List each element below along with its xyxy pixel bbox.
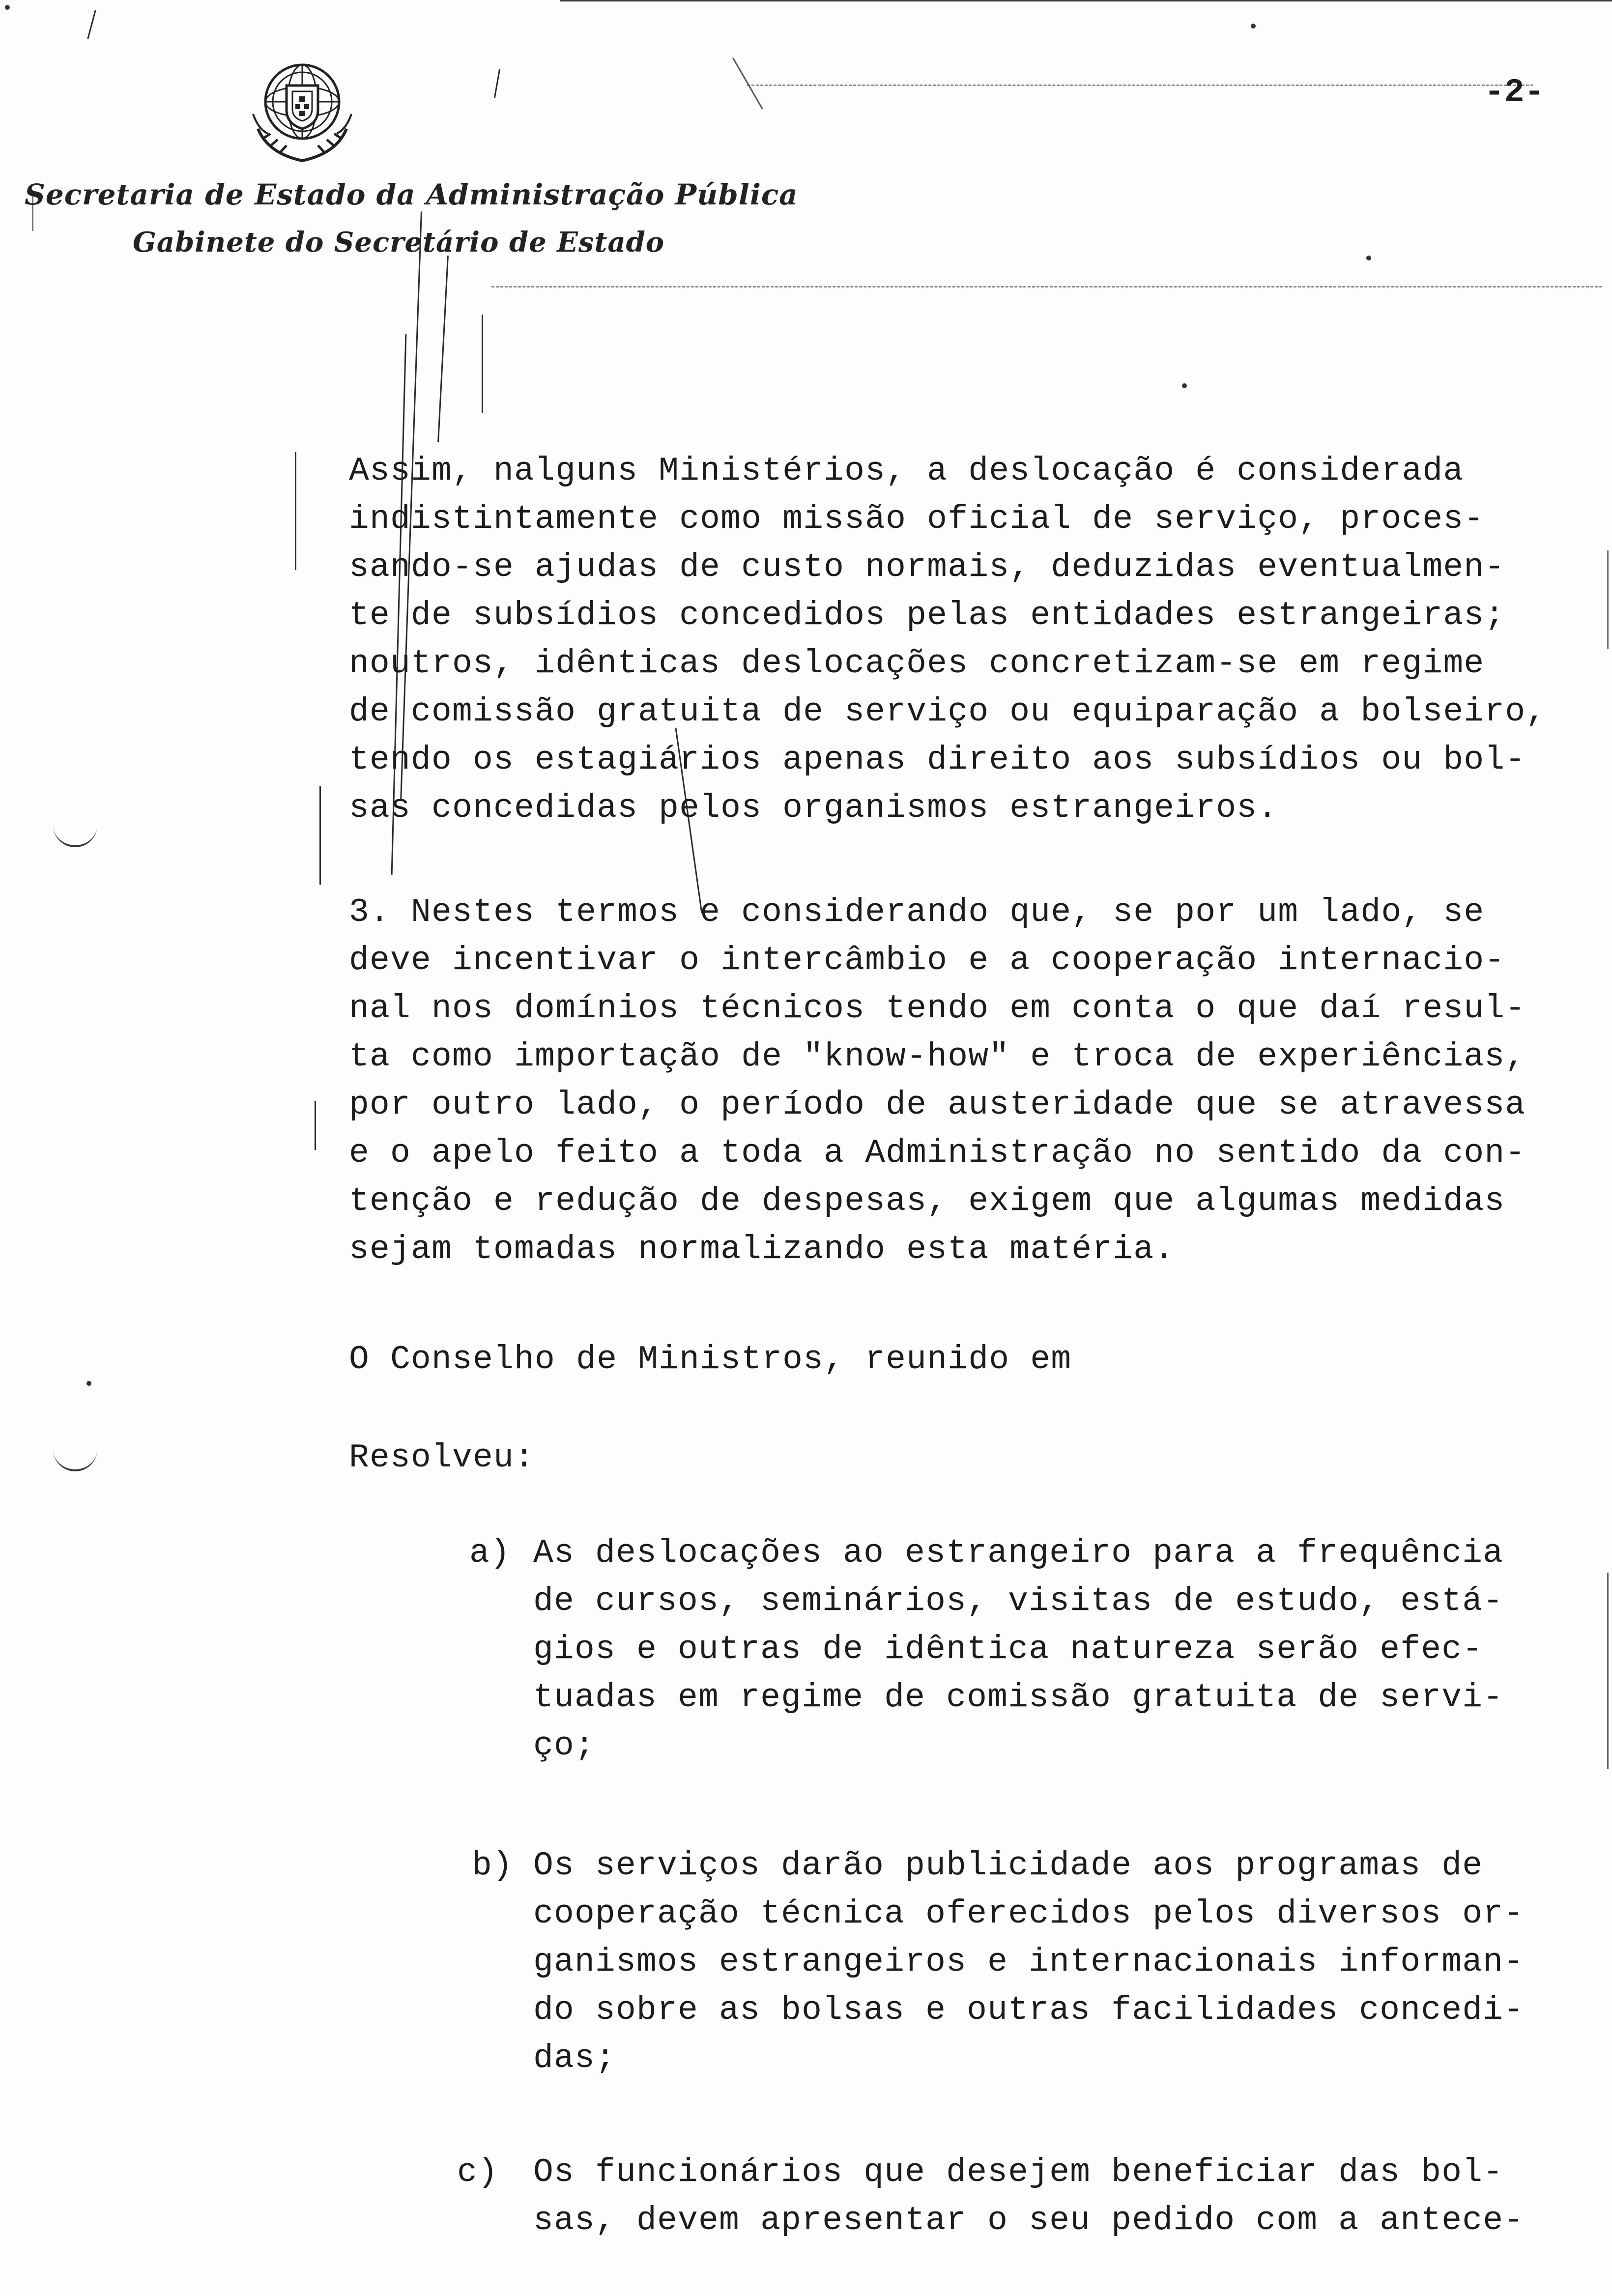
item-text-a: As deslocações ao estrangeiro para a frequência de cursos, seminários, visitas de estudo, está- gios e outras de idêntica natureza serão efec- tuadas em regime de comissão gratuita de servi- ço;: [533, 1534, 1504, 1765]
hole-punch-mark: [53, 1440, 97, 1471]
scan-stroke: [437, 256, 449, 442]
paragraph-deslocacao: Assim, nalguns Ministérios, a deslocação é considerada indistintamente como missão oficial de serviço, proces- sando-se ajudas de custo normais, deduzidas eventualmen- te de subsídios concedidos pelas entidades estrangeiras; noutros, idênticas deslocações concretizam-se em regime de comissão gratuita de serviço ou equiparação a bolseiro, tendo os estagiários apenas direito aos subsídios ou bol- sas concedidas pelos organismos estrangeiros.: [349, 452, 1547, 827]
item-letter-a: a): [469, 1534, 511, 1572]
scan-stroke: [315, 1101, 316, 1150]
scan-dashed-line: [491, 286, 1602, 287]
scan-dot: [1366, 256, 1371, 260]
scan-stroke: [1607, 1573, 1609, 1769]
paragraph-conselho: O Conselho de Ministros, reunido em: [349, 1341, 1072, 1378]
scan-stroke: [494, 69, 500, 98]
item-text-c: Os funcionários que desejem beneficiar das bol- sas, devem apresentar o seu pedido com a antece-: [533, 2153, 1525, 2239]
scan-dot: [1251, 24, 1256, 29]
scan-stroke: [295, 452, 296, 570]
item-letter-c: c): [457, 2153, 499, 2191]
scan-dashed-line: [747, 85, 1533, 86]
scan-dot: [86, 1381, 91, 1386]
hole-punch-mark: [53, 816, 97, 847]
scan-dot: [1182, 383, 1187, 388]
scan-stroke: [87, 10, 96, 39]
item-text-b: Os serviços darão publicidade aos programas de cooperação técnica oferecidos pelos diversos or- ganismos estrangeiros e internacionais informan- do sobre as bolsas e outras facilidades concedi- das;: [533, 1847, 1525, 2077]
scan-stroke: [1607, 550, 1609, 649]
coat-of-arms-icon: [248, 55, 356, 168]
letterhead-department: Secretaria de Estado da Administração Pública: [25, 178, 798, 211]
scan-stroke: [319, 786, 321, 885]
scan-stroke: [732, 57, 763, 109]
page-number: -2-: [1484, 74, 1545, 112]
scan-border-line: [560, 0, 1612, 1]
paragraph-point-3: 3. Nestes termos e considerando que, se por um lado, se deve incentivar o intercâmbio e a cooperação internacio- nal nos domínios técnicos tendo em conta o que daí resul- ta como importação de "know-how" e troca de experiências, por outro lado, o período de austeridade que se atravessa e o apelo feito a toda a Administração no sentido da con- tenção e redução de despesas, exigem que algumas medidas sejam tomadas normalizando esta matéria.: [349, 893, 1526, 1268]
scan-stroke: [482, 315, 483, 413]
scan-dot: [5, 5, 10, 10]
item-letter-b: b): [472, 1847, 514, 1885]
letterhead-office: Gabinete do Secretário de Estado: [133, 226, 665, 258]
paragraph-resolveu: Resolveu:: [349, 1439, 535, 1477]
